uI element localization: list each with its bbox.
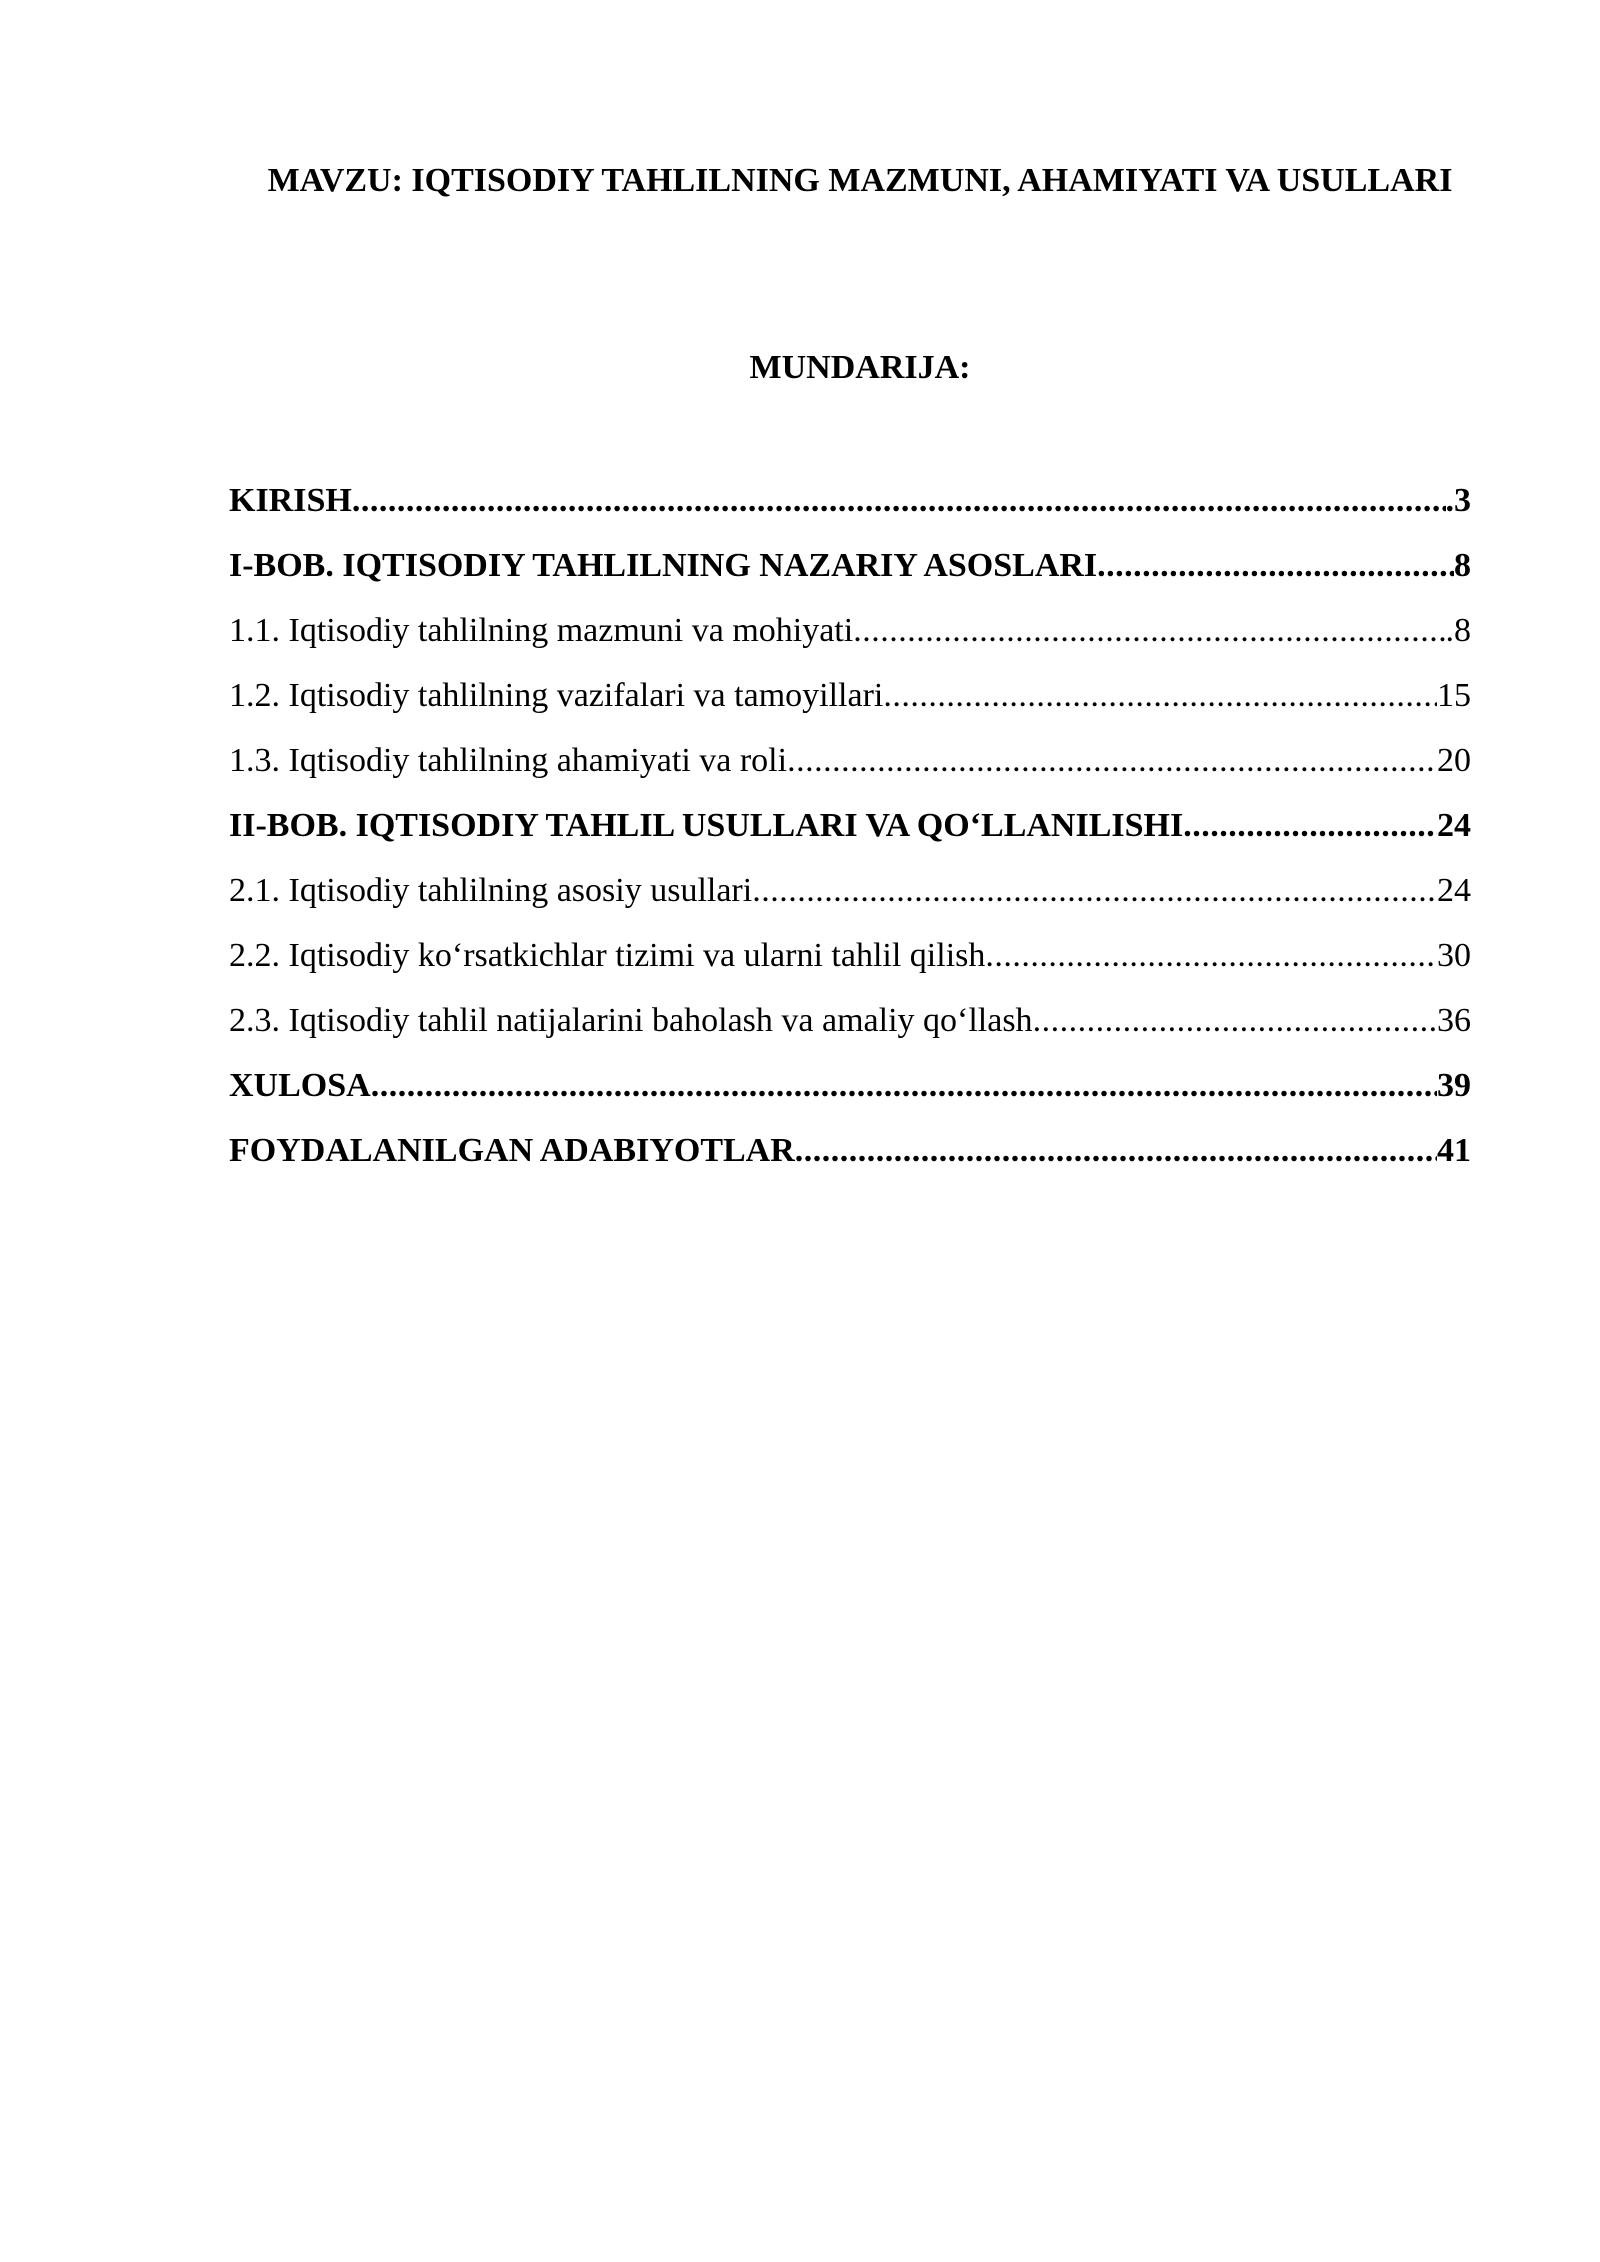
toc-entry-label: FOYDALANILGAN ADABIYOTLAR bbox=[229, 1132, 795, 1169]
document-title: MAVZU: IQTISODIY TAHLILNING MAZMUNI, AHAMIYATI VA USULLARI bbox=[267, 162, 1453, 199]
toc-entry-page: 24 bbox=[1437, 807, 1471, 844]
toc-leader-dots bbox=[1183, 801, 1437, 851]
toc-entry-label: II-BOB. IQTISODIY TAHLIL USULLARI VA QO‘LLANILISHI bbox=[229, 807, 1184, 844]
toc-leader-dots bbox=[787, 736, 1437, 786]
toc-entry-page: 30 bbox=[1437, 937, 1471, 974]
toc-entry-label: XULOSA bbox=[229, 1067, 371, 1104]
toc-entry-page: 39 bbox=[1437, 1067, 1471, 1104]
toc-entry-label: 1.3. Iqtisodiy tahlilning ahamiyati va roli bbox=[229, 742, 788, 779]
toc-entry-chapter-2[interactable] bbox=[229, 801, 1471, 866]
toc-entry-page: 15 bbox=[1437, 677, 1471, 714]
toc-leader-dots bbox=[752, 866, 1437, 916]
toc-entry-chapter-1[interactable] bbox=[229, 541, 1471, 606]
toc-leader-dots bbox=[883, 671, 1437, 721]
toc-leader-dots bbox=[1033, 996, 1437, 1046]
toc-entry-label: 2.2. Iqtisodiy ko‘rsatkichlar tizimi va ularni tahlil qilish bbox=[229, 937, 986, 974]
toc-entry-section-2-3[interactable] bbox=[229, 996, 1471, 1061]
toc-entry-xulosa[interactable] bbox=[229, 1061, 1471, 1126]
toc-entry-label: 2.1. Iqtisodiy tahlilning asosiy usullari bbox=[229, 872, 753, 909]
toc-leader-dots bbox=[352, 476, 1446, 526]
table-of-contents bbox=[229, 476, 1471, 1191]
toc-entry-page: .8 bbox=[1445, 612, 1471, 649]
toc-entry-section-2-2[interactable] bbox=[229, 931, 1471, 996]
toc-entry-label: 1.1. Iqtisodiy tahlilning mazmuni va mohiyati bbox=[229, 612, 854, 649]
toc-leader-dots bbox=[795, 1126, 1437, 1176]
toc-entry-section-1-2[interactable] bbox=[229, 671, 1471, 736]
toc-entry-section-2-1[interactable] bbox=[229, 866, 1471, 931]
toc-entry-page: 41 bbox=[1437, 1132, 1471, 1169]
toc-leader-dots bbox=[985, 931, 1437, 981]
toc-entry-page: 24 bbox=[1437, 872, 1471, 909]
toc-entry-section-1-1[interactable] bbox=[229, 606, 1471, 671]
toc-entry-page: 20 bbox=[1437, 742, 1471, 779]
toc-entry-label: I-BOB. IQTISODIY TAHLILNING NAZARIY ASOSLARI bbox=[229, 547, 1098, 584]
toc-entry-section-1-3[interactable] bbox=[229, 736, 1471, 801]
toc-entry-adabiyotlar[interactable] bbox=[229, 1126, 1471, 1191]
toc-entry-label: KIRISH bbox=[229, 482, 352, 519]
toc-heading: MUNDARIJA: bbox=[749, 349, 971, 386]
toc-entry-label: 2.3. Iqtisodiy tahlil natijalarini baholash va amaliy qo‘llash bbox=[229, 1002, 1033, 1039]
toc-leader-dots bbox=[1097, 541, 1454, 591]
toc-entry-page: 8 bbox=[1454, 547, 1471, 584]
toc-entry-page: .3 bbox=[1445, 482, 1471, 519]
toc-entry-label: 1.2. Iqtisodiy tahlilning vazifalari va tamoyillari bbox=[229, 677, 884, 714]
toc-leader-dots bbox=[853, 606, 1445, 656]
toc-leader-dots bbox=[371, 1061, 1437, 1111]
toc-entry-page: 36 bbox=[1437, 1002, 1471, 1039]
toc-entry-kirish[interactable] bbox=[229, 476, 1471, 541]
